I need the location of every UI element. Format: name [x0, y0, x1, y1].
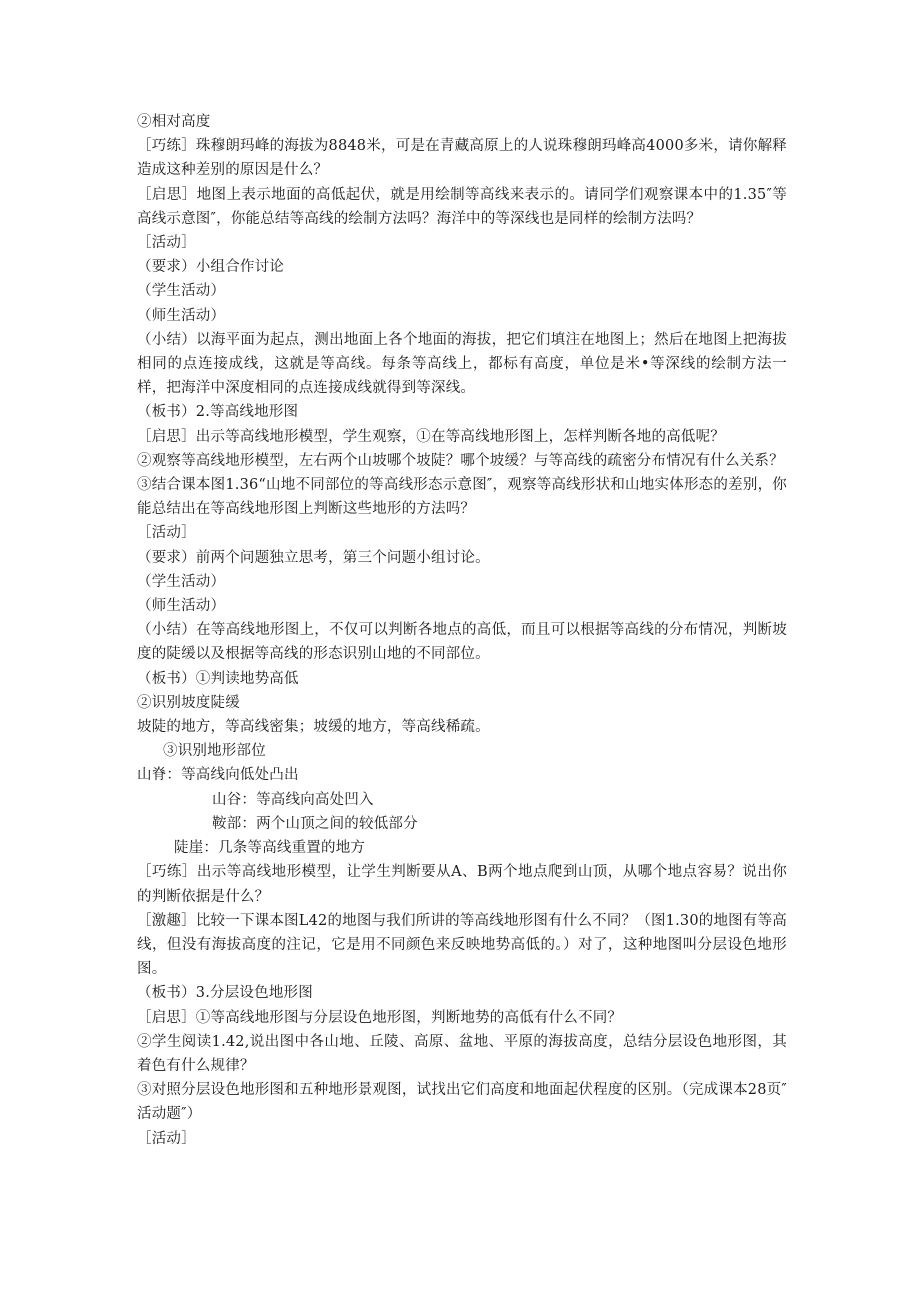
paragraph: （要求）小组合作讨论 [137, 259, 284, 276]
paragraph: （学生活动） [137, 573, 226, 590]
paragraph: ②学生阅读1.42,说出图中各山地、丘陵、高原、盆地、平原的海拔高度，总结分层设色地形图，其着色有什么规律？ [137, 1033, 787, 1074]
paragraph: （要求）前两个问题独立思考，第三个问题小组讨论。 [137, 549, 490, 566]
paragraph: ②观察等高线地形模型，左右两个山坡哪个坡陡？哪个坡缓？与等高线的疏密分布情况有什么关系？ [137, 452, 784, 469]
paragraph: ②相对高度 [137, 114, 211, 130]
paragraph: （小结）在等高线地形图上，不仅可以判断各地点的高低，而且可以根据等高线的分布情况，判断坡度的陡缓以及根据等高线的形态识别山地的不同部位。 [137, 622, 787, 663]
paragraph: ［活动］ [137, 525, 196, 542]
paragraph: （板书）3.分层设色地形图 [137, 985, 313, 1002]
paragraph: 坡陡的地方，等高线密集；坡缓的地方，等高线稀疏。 [137, 719, 490, 736]
paragraph: 山谷：等高线向高处凹入 [212, 791, 374, 808]
paragraph: ②识别坡度陡缓 [137, 694, 240, 711]
paragraph: 鞍部：两个山顶之间的较低部分 [212, 815, 418, 832]
paragraph: （师生活动） [137, 598, 226, 615]
document-body [137, 110, 787, 1151]
paragraph: ［活动］ [137, 1130, 196, 1147]
paragraph: （学生活动） [137, 283, 226, 300]
paragraph: （板书）2.等高线地形图 [137, 404, 299, 421]
paragraph: （板书）①判读地势高低 [137, 670, 299, 687]
paragraph: ［激趣］比较一下课本图L42的地图与我们所讲的等高线地形图有什么不同？（图1.30的地图有等高线，但没有海拔高度的注记，它是用不同颜色来反映地势高低的。）对了，这种地图叫分层设色地形图。 [137, 912, 787, 978]
paragraph: 陡崖：几条等高线重置的地方 [174, 840, 366, 857]
paragraph: ［启思］地图上表示地面的高低起伏，就是用绘制等高线来表示的。请同学们观察课本中的1.35″等高线示意图″，你能总结等高线的绘制方法吗？海洋中的等深线也是同样的绘制方法吗？ [137, 186, 787, 227]
paragraph: ［巧练］出示等高线地形模型，让学生判断要从A、B两个地点爬到山顶，从哪个地点容易？说出你的判断依据是什么？ [137, 864, 787, 905]
paragraph: 山脊：等高线向低处凸出 [137, 767, 299, 784]
paragraph: ［启思］出示等高线地形模型，学生观察，①在等高线地形图上，怎样判断各地的高低呢？ [137, 428, 725, 445]
paragraph: ③识别地形部位 [163, 743, 266, 760]
paragraph: ［活动］ [137, 235, 196, 252]
paragraph: （小结）以海平面为起点，测出地面上各个地面的海拔，把它们填注在地图上；然后在地图上把海拔相同的点连接成线，这就是等高线。每条等高线上，都标有高度，单位是米•等深线的绘制方法一样，把海洋中深度相同的点连接成线就得到等深线。 [137, 331, 787, 397]
paragraph: ③结合课本图1.36“山地不同部位的等高线形态示意图″，观察等高线形状和山地实体形态的差别，你能总结出在等高线地形图上判断这些地形的方法吗？ [137, 477, 787, 518]
paragraph: ［启思］①等高线地形图与分层设色地形图，判断地势的高低有什么不同？ [137, 1009, 623, 1026]
paragraph: ③对照分层设色地形图和五种地形景观图，试找出它们高度和地面起伏程度的区别。（完成课本28页″活动题″） [137, 1082, 787, 1123]
paragraph: ［巧练］珠穆朗玛峰的海拔为8848米，可是在青藏高原上的人说珠穆朗玛峰高4000多米，请你解释造成这种差别的原因是什么？ [137, 138, 787, 179]
paragraph: （师生活动） [137, 307, 226, 324]
